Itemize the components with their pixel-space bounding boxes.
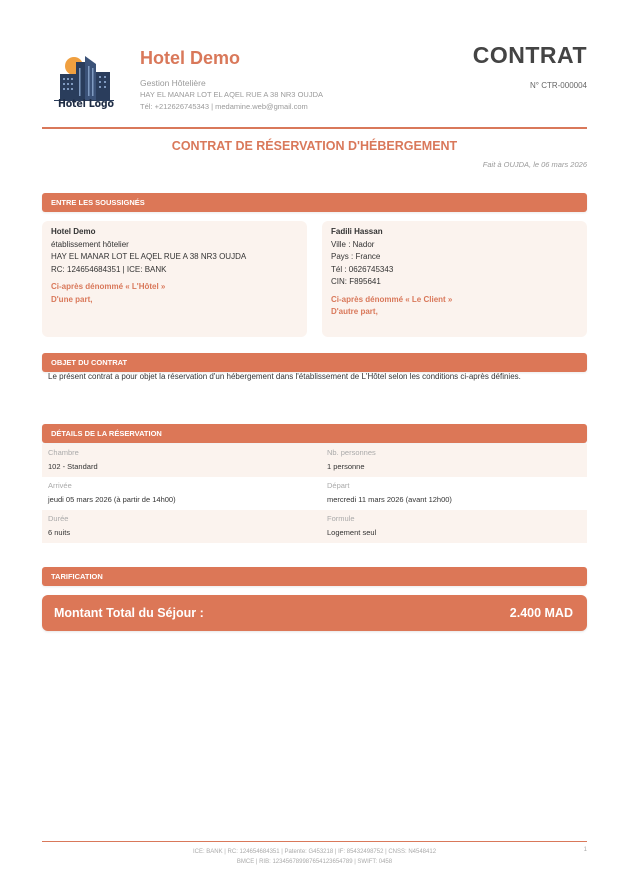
detail-label: Durée — [48, 514, 69, 523]
footer-legal-info — [42, 847, 587, 867]
client-party-name: Fadili Hassan — [331, 227, 383, 236]
detail-row — [42, 510, 587, 543]
hotel-party-card — [42, 221, 307, 337]
client-phone: Tél : 0626745343 — [331, 264, 394, 274]
detail-value: jeudi 05 mars 2026 (à partir de 14h00) — [48, 495, 176, 504]
company-info — [140, 48, 323, 113]
detail-cell-room — [42, 444, 321, 477]
client-city: Ville : Nador — [331, 239, 375, 249]
place-date: Fait à OUJDA, le 06 mars 2026 — [482, 160, 587, 169]
detail-cell-duration — [42, 510, 321, 543]
page-number: 1 — [583, 847, 587, 853]
hotel-party-type: établissement hôtelier — [51, 239, 129, 249]
total-amount: 2.400 MAD — [509, 606, 573, 620]
company-name: Hotel Demo — [140, 48, 241, 68]
detail-value: Logement seul — [327, 528, 377, 537]
hotel-party-address: HAY EL MANAR LOT EL AQEL RUE A 38 NR3 OUJDA — [51, 252, 247, 261]
hotel-party-name: Hotel Demo — [51, 227, 96, 236]
section-header-details: DÉTAILS DE LA RÉSERVATION — [42, 424, 587, 443]
detail-label: Formule — [327, 514, 355, 523]
footer-line-2: BMCE | RIB: 123456789987654123654789 | SWIFT: 0458 — [236, 859, 393, 865]
detail-value: 6 nuits — [48, 528, 71, 537]
detail-row — [42, 477, 587, 510]
detail-cell-formula — [321, 510, 587, 543]
document-title-block — [473, 42, 587, 90]
detail-cell-guests — [321, 444, 587, 477]
header-divider — [42, 127, 587, 129]
client-country: Pays : France — [331, 252, 381, 261]
section-header-parties: ENTRE LES SOUSSIGNÉS — [42, 193, 587, 212]
hotel-party-part: D'une part, — [51, 294, 93, 304]
client-party-part: D'autre part, — [331, 307, 378, 316]
detail-label: Arrivée — [48, 481, 72, 490]
company-contact: Tél: +212626745343 | medamine.web@gmail.com — [140, 102, 308, 111]
contract-number: N° CTR-000004 — [530, 81, 587, 90]
total-label: Montant Total du Séjour : — [54, 606, 204, 620]
detail-cell-departure — [321, 477, 587, 510]
logo-text: Hotel Logo — [58, 98, 114, 110]
contract-title: CONTRAT DE RÉSERVATION D'HÉBERGEMENT — [171, 139, 458, 153]
section-header-tarification: TARIFICATION — [42, 567, 587, 586]
hotel-party-ids: RC: 124654684351 | ICE: BANK — [51, 264, 167, 274]
hotel-party-role: Ci-après dénommé « L'Hôtel » — [51, 282, 166, 291]
contract-page — [42, 0, 587, 865]
detail-value: mercredi 11 mars 2026 (avant 12h00) — [327, 495, 452, 504]
document-header — [42, 0, 587, 128]
company-subtitle: Gestion Hôtelière — [140, 78, 206, 88]
company-address: HAY EL MANAR LOT EL AQEL RUE A 38 NR3 OUJDA — [140, 90, 323, 99]
client-party-card — [322, 221, 587, 337]
section-header-objet: OBJET DU CONTRAT — [42, 353, 587, 372]
client-cin: CIN: F895641 — [331, 277, 381, 286]
client-party-role: Ci-après dénommé « Le Client » — [331, 294, 453, 304]
detail-label: Nb. personnes — [327, 448, 376, 457]
detail-label: Départ — [327, 481, 350, 490]
detail-cell-arrival — [42, 477, 321, 510]
objet-text: Le présent contrat a pour objet la réservation d'un hébergement dans l'établissement de L'Hôtel selon les conditions ci-après définies. — [48, 372, 521, 381]
detail-label: Chambre — [48, 448, 79, 457]
detail-value: 1 personne — [327, 462, 365, 471]
detail-value: 102 - Standard — [48, 462, 98, 471]
footer-line-1: ICE: BANK | RC: 124654684351 | Patente: G453218 | IF: 85432498752 | CNSS: N4548412 — [192, 849, 437, 855]
footer-divider — [42, 841, 587, 842]
document-title: CONTRAT — [472, 42, 587, 68]
detail-row — [42, 444, 587, 477]
total-amount-box — [42, 595, 587, 631]
